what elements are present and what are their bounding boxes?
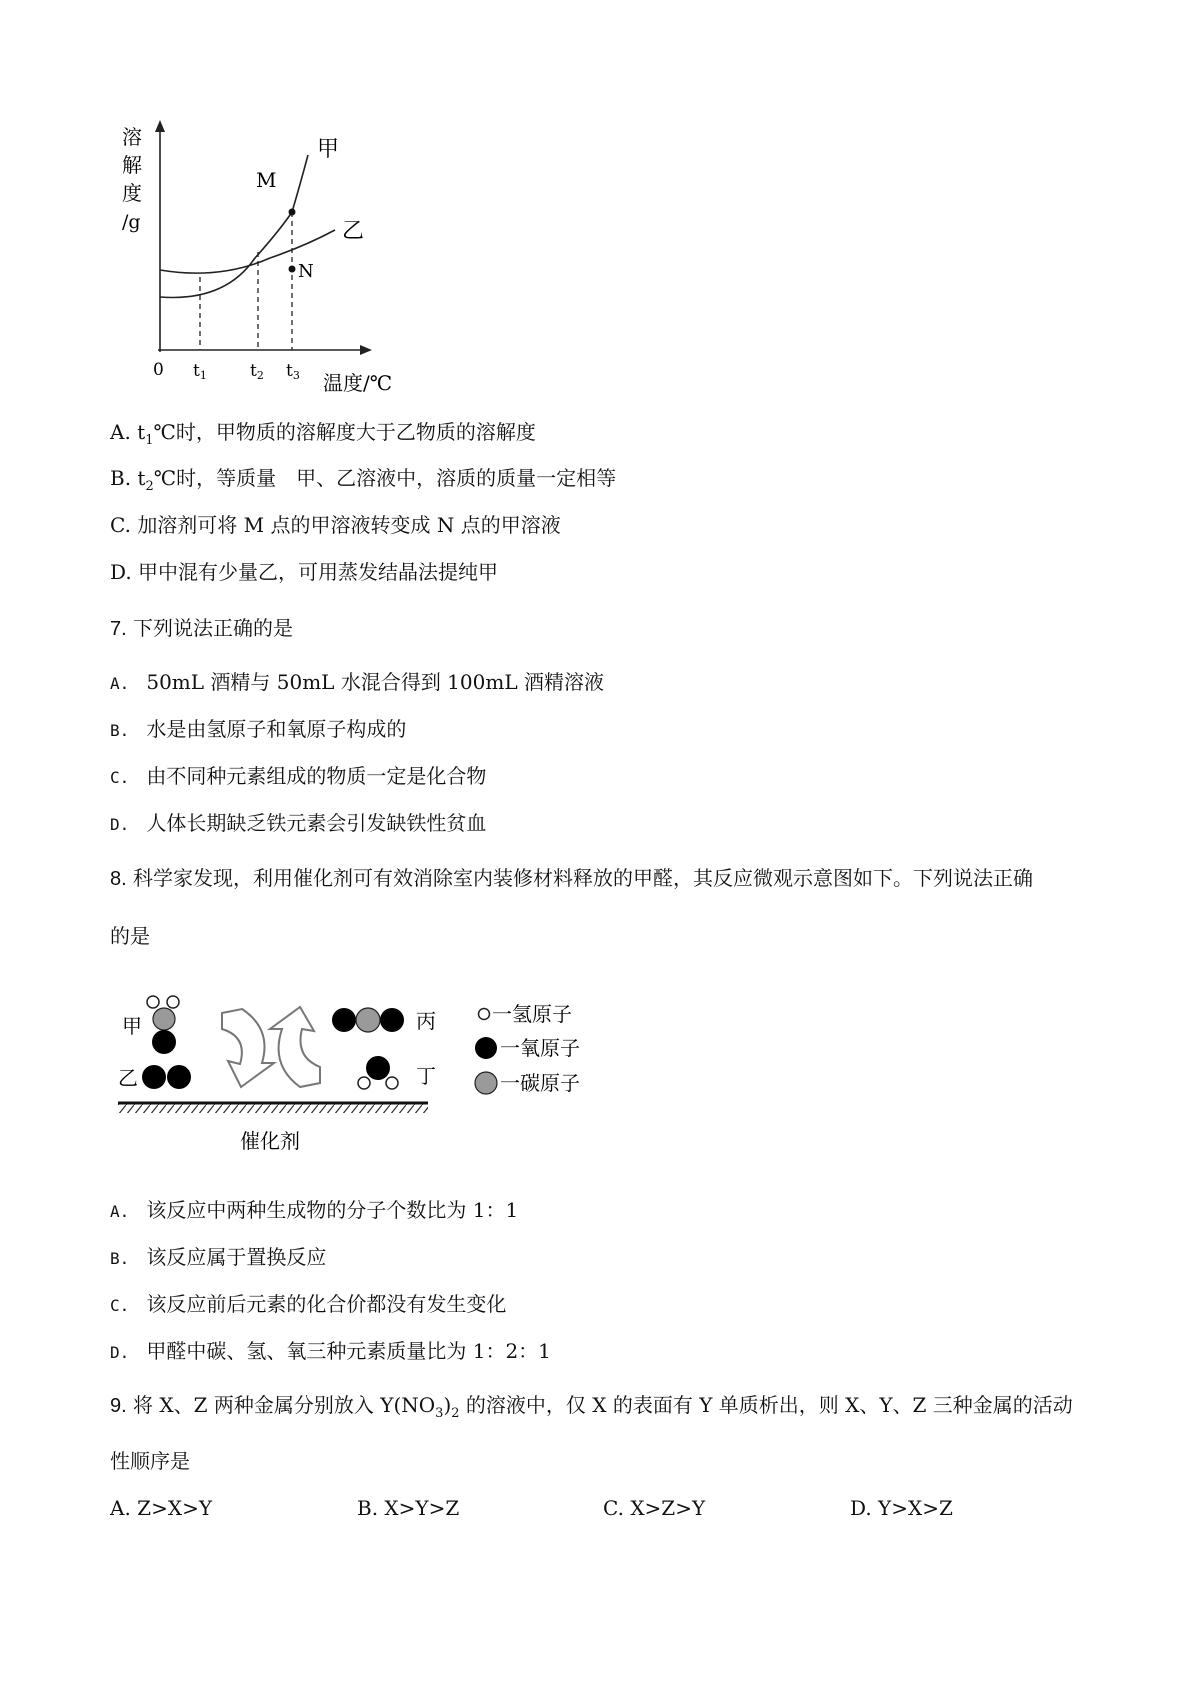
- q7-option-a: A. 50mL 酒精与 50mL 水混合得到 100mL 酒精溶液: [110, 670, 604, 694]
- h-atom-legend-icon: [479, 1009, 490, 1020]
- y-axis-label-char: 解: [122, 153, 142, 177]
- c-atom-legend-icon: [475, 1072, 497, 1094]
- tick-t3: t3: [286, 361, 300, 382]
- point-n-label: N: [298, 261, 314, 282]
- label-yi: 乙: [118, 1066, 138, 1090]
- o-atom: [366, 1056, 390, 1080]
- q6-option-d: D. 甲中混有少量乙，可用蒸发结晶法提纯甲: [110, 560, 499, 584]
- q7-stem: 7. 下列说法正确的是: [110, 616, 294, 640]
- q9-choice-d: D. Y>X>Z: [850, 1496, 953, 1520]
- curve-jia-label: 甲: [317, 137, 340, 162]
- q6-option-b: B. $t_2℃$时，等质量 甲、乙溶液中，溶质的质量一定相等: [110, 466, 617, 494]
- curved-arrow-down: [222, 1009, 274, 1087]
- q7-option-c: C. 由不同种元素组成的物质一定是化合物: [110, 764, 487, 788]
- x-axis-label: 温度/℃: [323, 371, 393, 395]
- h-atom: [147, 996, 159, 1008]
- q9-choice-a: A. Z>X>Y: [110, 1496, 213, 1520]
- q6-option-a: A. $t_1℃$时，甲物质的溶解度大于乙物质的溶解度: [110, 420, 536, 448]
- h-atom: [358, 1077, 370, 1089]
- h-atom: [167, 996, 179, 1008]
- legend-oxygen: 一氧原子: [500, 1036, 580, 1060]
- c-atom: [356, 1008, 380, 1032]
- q9-choice-c: C. X>Z>Y: [603, 1496, 706, 1520]
- o-atom: [332, 1008, 356, 1032]
- label-bing: 丙: [416, 1009, 436, 1033]
- curve-jia: [160, 155, 308, 298]
- q9-stem-line2: 性顺序是: [110, 1449, 190, 1473]
- x-axis-arrow: [360, 345, 372, 355]
- y-axis-label-char: /g: [122, 211, 141, 233]
- q8-option-c: C. 该反应前后元素的化合价都没有发生变化: [110, 1292, 507, 1316]
- label-ding: 丁: [416, 1064, 436, 1088]
- q8-option-b: B. 该反应属于置换反应: [110, 1245, 327, 1269]
- tick-t1: t1: [193, 361, 207, 382]
- y-axis-label-char: 溶: [122, 125, 142, 149]
- curve-yi-label: 乙: [342, 219, 365, 244]
- o-atom-legend-icon: [475, 1037, 497, 1059]
- h-atom: [386, 1077, 398, 1089]
- q6-option-c: C. 加溶剂可将 M 点的甲溶液转变成 N 点的甲溶液: [110, 513, 561, 537]
- point-n: [289, 266, 296, 273]
- legend-hydrogen: 一氢原子: [492, 1002, 572, 1026]
- q8-option-a: A. 该反应中两种生成物的分子个数比为 1：1: [110, 1198, 519, 1222]
- q9-choice-b: B. X>Y>Z: [357, 1496, 460, 1520]
- reaction-diagram: [110, 985, 630, 1165]
- y-axis-arrow: [155, 120, 165, 132]
- q8-option-d: D. 甲醛中碳、氢、氧三种元素质量比为 1：2：1: [110, 1339, 551, 1363]
- c-atom: [153, 1008, 175, 1030]
- o-atom: [152, 1030, 176, 1054]
- q9-choices: [110, 1494, 1110, 1524]
- tick-t2: t2: [250, 361, 264, 382]
- curved-arrow-up: [270, 1007, 320, 1087]
- q7-option-d: D. 人体长期缺乏铁元素会引发缺铁性贫血: [110, 811, 487, 835]
- point-m: [289, 209, 296, 216]
- o-atom: [142, 1065, 166, 1089]
- q7-option-b: B. 水是由氢原子和氧原子构成的: [110, 717, 407, 741]
- q9-stem-line1: 9. 将 X、Z 两种金属分别放入 $Y(NO_3)_2$ 的溶液中，仅 X 的表面有 Y 单质析出，则 X、Y、Z 三种金属的活动: [110, 1393, 1073, 1421]
- catalyst-label: 催化剂: [240, 1129, 300, 1153]
- label-jia: 甲: [122, 1014, 142, 1038]
- legend-carbon: 一碳原子: [500, 1071, 580, 1095]
- point-m-label: M: [256, 168, 277, 192]
- solubility-graph: [110, 120, 410, 400]
- o-atom: [167, 1065, 191, 1089]
- origin-label: 0: [153, 360, 164, 380]
- q8-stem-line1: 8. 科学家发现，利用催化剂可有效消除室内装修材料释放的甲醛，其反应微观示意图如下。下列说法正确: [110, 866, 1034, 890]
- q8-stem-line2: 的是: [110, 924, 150, 948]
- o-atom: [380, 1008, 404, 1032]
- y-axis-label-char: 度: [122, 181, 142, 205]
